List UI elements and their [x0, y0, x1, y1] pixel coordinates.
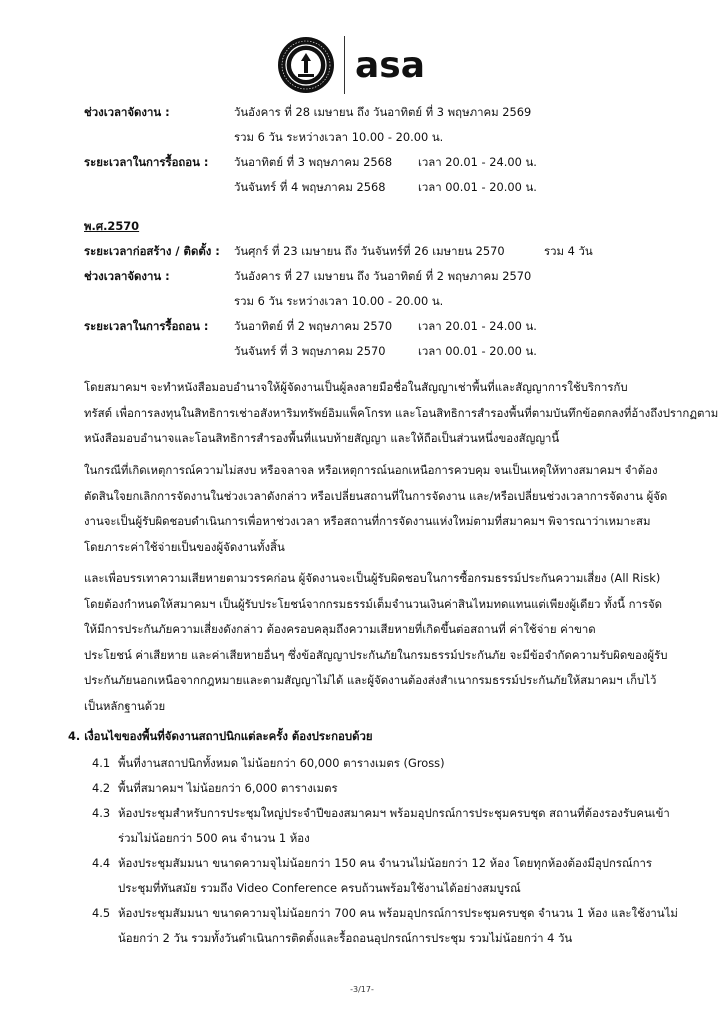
- paragraph-authorization: [84, 375, 719, 452]
- dismantle-day2: วันจันทร์ ที่ 4 พฤษภาคม 2568: [234, 180, 386, 194]
- item-text: ห้องประชุมสัมมนา ขนาดความจุไม่น้อยกว่า 150 คน จำนวนไม่น้อยกว่า 12 ห้อง โดยทุกห้องต้องมีอุปกรณ์การ: [118, 856, 653, 870]
- asa-wordmark-icon: [355, 48, 445, 82]
- paragraph-force-majeure: [84, 458, 680, 560]
- paragraph-line: ประโยชน์ ค่าเสียหาย และค่าเสียหายอื่นๆ ซึ่งข้อสัญญาประกันภัยในกรมธรรม์ประกันภัย จะมีข้อจำกัดความรับผิดของผู้รับ: [84, 647, 668, 662]
- item-number: 4.3: [92, 806, 111, 820]
- item-text: น้อยกว่า 2 วัน รวมทั้งวันดำเนินการติดตั้งและรื้อถอนอุปกรณ์การประชุม รวมไม่น้อยกว่า 4 วัน: [118, 931, 573, 945]
- paragraph-insurance: [84, 566, 680, 719]
- item-number: 4.1: [92, 756, 111, 770]
- item-text: พื้นที่งานสถาปนิกทั้งหมด ไม่น้อยกว่า 60,000 ตารางเมตร (Gross): [118, 756, 445, 770]
- event-period-label-2570: ช่วงเวลาจัดงาน :: [84, 269, 170, 283]
- dismantle-time2-2570: เวลา 00.01 - 20.00 น.: [418, 344, 537, 358]
- year-2570-heading: พ.ศ.2570: [84, 219, 140, 233]
- item-number: 4.2: [92, 781, 111, 795]
- paragraph-line: งานจะเป็นผู้รับผิดชอบดำเนินการเพื่อหาช่วงเวลา หรือสถานที่การจัดงานแห่งใหม่ตามที่สมาคมฯ พิจารณาว่าเหมาะสม: [84, 514, 651, 528]
- paragraph-line: ให้มีการประกันภัยความเสี่ยงดังกล่าว ต้องครอบคลุมถึงความเสียหายที่เกิดขึ้นต่อสถานที่ ค่าใช้จ่าย ค่าขาด: [84, 622, 596, 636]
- paragraph-line: โดยต้องกำหนดให้สมาคมฯ เป็นผู้รับประโยชน์จากกรมธรรม์เต็มจำนวนเงินค่าสินไหมทดแทนแต่เพียงผู้เดียว ทั้งนี้ การจัด: [84, 596, 663, 611]
- event-period-line2: รวม 6 วัน ระหว่างเวลา 10.00 - 20.00 น.: [234, 130, 444, 144]
- item-text: ห้องประชุมสำหรับการประชุมใหญ่ประจำปีของสมาคมฯ พร้อมอุปกรณ์การประชุมครบชุด สถานที่ต้องรองรับคนเข้า: [118, 806, 670, 820]
- paragraph-line: โดยภาระค่าใช้จ่ายเป็นของผู้จัดงานทั้งสิ้น: [84, 539, 285, 554]
- build-period-label: ระยะเวลาก่อสร้าง / ติดตั้ง :: [84, 244, 220, 258]
- event-period-line1: วันอังคาร ที่ 28 เมษายน ถึง วันอาทิตย์ ที่ 3 พฤษภาคม 2569: [234, 105, 532, 119]
- section-4-heading: 4. เงื่อนไขของพื้นที่จัดงานสถาปนิกแต่ละครั้ง ต้องประกอบด้วย: [68, 729, 373, 743]
- dismantle-time1-2570: เวลา 20.01 - 24.00 น.: [418, 319, 537, 333]
- event-period-line2-2570: รวม 6 วัน ระหว่างเวลา 10.00 - 20.00 น.: [234, 294, 444, 308]
- dismantle-time2: เวลา 00.01 - 20.00 น.: [418, 180, 537, 194]
- dismantle-period-label: ระยะเวลาในการรื้อถอน :: [84, 155, 209, 169]
- item-text: พื้นที่สมาคมฯ ไม่น้อยกว่า 6,000 ตารางเมตร: [118, 781, 338, 795]
- dismantle-day2-2570: วันจันทร์ ที่ 3 พฤษภาคม 2570: [234, 344, 386, 358]
- page-number: -3/17-: [350, 985, 374, 994]
- paragraph-line: ตัดสินใจยกเลิกการจัดงานในช่วงเวลาดังกล่าว หรือเปลี่ยนสถานที่ในการจัดงาน และ/หรือเปลี่ยนช่วงเวลาการจัดงาน ผู้จัด: [84, 488, 668, 503]
- paragraph-line: โดยสมาคมฯ จะทำหนังสือมอบอำนาจให้ผู้จัดงานเป็นผู้ลงลายมือชื่อในสัญญาเช่าพื้นที่และสัญญาการใช้บริการกับ: [84, 380, 628, 394]
- item-text: ร่วมไม่น้อยกว่า 500 คน จำนวน 1 ห้อง: [118, 831, 310, 845]
- build-period-total: รวม 4 วัน: [544, 244, 593, 258]
- association-seal-icon: [278, 37, 334, 93]
- paragraph-line: เป็นหลักฐานด้วย: [84, 698, 166, 713]
- logo-divider: [344, 36, 345, 94]
- item-number: 4.5: [92, 906, 111, 920]
- item-number: 4.4: [92, 856, 111, 870]
- paragraph-line: ประกันภัยนอกเหนือจากกฎหมายและตามสัญญาไม่ได้ และผู้จัดงานต้องส่งสำเนากรมธรรม์ประกันภัยให้สมาคมฯ เก็บไว้: [84, 673, 657, 687]
- svg-text:asa: asa: [355, 48, 426, 82]
- dismantle-period-label-2570: ระยะเวลาในการรื้อถอน :: [84, 319, 209, 333]
- event-period-line1-2570: วันอังคาร ที่ 27 เมษายน ถึง วันอาทิตย์ ที่ 2 พฤษภาคม 2570: [234, 269, 532, 283]
- paragraph-line: หนังสือมอบอำนาจและโอนสิทธิการสำรองพื้นที่แนบท้ายสัญญา และให้ถือเป็นส่วนหนึ่งของสัญญานี้: [84, 431, 560, 445]
- dismantle-time1: เวลา 20.01 - 24.00 น.: [418, 155, 537, 169]
- paragraph-line: ในกรณีที่เกิดเหตุการณ์ความไม่สงบ หรือจลาจล หรือเหตุการณ์นอกเหนือการควบคุม จนเป็นเหตุให้ทางสมาคมฯ จำต้อง: [84, 463, 658, 477]
- build-period-line: วันศุกร์ ที่ 23 เมษายน ถึง วันจันทร์ที่ 26 เมษายน 2570: [234, 244, 505, 258]
- item-text: ห้องประชุมสัมมนา ขนาดความจุไม่น้อยกว่า 700 คน พร้อมอุปกรณ์การประชุมครบชุด จำนวน 1 ห้อง และใช้งานไม่: [118, 906, 678, 920]
- dismantle-day1-2570: วันอาทิตย์ ที่ 2 พฤษภาคม 2570: [234, 319, 393, 333]
- header-logos: [278, 36, 445, 94]
- paragraph-line: และเพื่อบรรเทาความเสียหายตามวรรคก่อน ผู้จัดงานจะเป็นผู้รับผิดชอบในการซื้อกรมธรรม์ประกันความเสี่ยง (All Risk): [84, 571, 661, 585]
- item-text: ประชุมที่ทันสมัย รวมถึง Video Conference ครบถ้วนพร้อมใช้งานได้อย่างสมบูรณ์: [118, 881, 521, 895]
- paragraph-line: ทรัสต์ เพื่อการลงทุนในสิทธิการเช่าอสังหาริมทรัพย์อิมแพ็คโกรท และโอนสิทธิการสำรองพื้นที่ตามบันทึกข้อตกลงที่อ้างถึงปรากฏตาม: [84, 405, 719, 420]
- event-period-label: ช่วงเวลาจัดงาน :: [84, 105, 170, 119]
- dismantle-day1: วันอาทิตย์ ที่ 3 พฤษภาคม 2568: [234, 155, 393, 169]
